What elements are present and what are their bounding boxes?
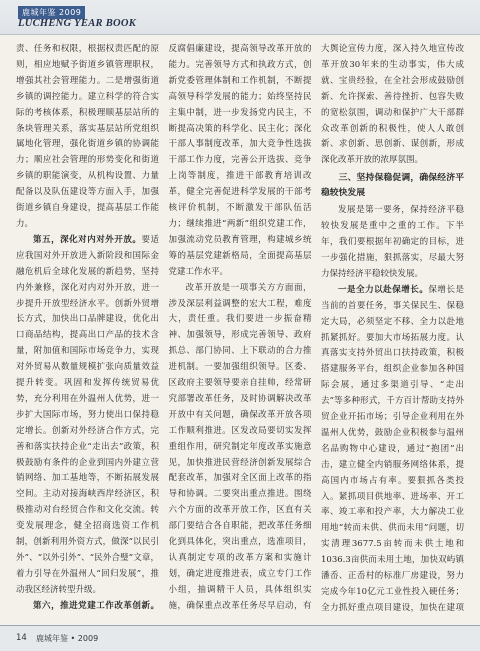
section-lead: 第六，推进党建工作改革创新。: [33, 600, 159, 611]
column-2: [169, 42, 312, 612]
paragraph: [16, 599, 159, 612]
paragraph: 发展是第一要务，保持经济平稳较快发展是重中之重的工作。下半年，我们要根据年初确定的目标，进一步强化措施，狠抓落实，尽最大努力保持经济平稳较快发展。: [321, 205, 464, 279]
page-footer: [0, 626, 480, 651]
article-body: [16, 42, 464, 612]
paragraph: 反腐倡廉建设，提高领导改革开放的能力。完善领导方式和执政方式，创新党委管理体制和工作机制，不断提高领导科学发展的能力；始终坚持民主集中制，进一步发扬党内民主，不断提高决策的科学化、民主化；深化干部人事制度改革，加大竞争性选拔干部工作力度，完善公开选拔、竞争上岗等制度，推进干部教育培训改革，健全完善促进科学发展的干部考核评价机制，不断激发干部队伍活力；继续推进“两新”组织党建工作，加强流动党员教育管理，构建城乡统筹的基层党建新格局，全面提高基层党建工作水平。: [168, 44, 312, 277]
paragraph-text: 要适应我国对外开放进入新阶段和国际金融危机后全球化发展的新趋势，坚持内外兼修，深化对内对外开放，进一步提升开放型经济水平。创新外贸增长方式，加快出口品牌建设，优化出口商品结构，提高出口产品的技术含量，附加值和国际市场竞争力，实现对外贸易从数量规模扩张向质量效益提升转变。巩固和发挥传统贸易优势，充分利用在外温州人优势，进一步扩大国际市场，努力使出口保持稳定增长。创新对外经济合作方式，完善和落实扶持企业“走出去”政策，积极鼓励有条件的企业到国内外建立营销网络、加工基地等，不断拓展发展空间。主动对接海峡西岸经济区，积极推动对台经贸合作和文化交流。转变发展理念，健全招商选资工作机制，创新利用外资方式，做深“以民引外”、“以外引外”、“民外合璧”文章，着力引导在外温州人“回归发展”，推动我区经济转型升级。: [16, 234, 159, 595]
paragraph: 大舆论宣传力度，深入持久地宣传改革开放30年来的生动事实，伟大成就、宝贵经验，在全社会形成鼓励创新、允许探索、善待挫折、包容失败的宽松氛围，调动和保护广大干部群众改革创新的积极性，使人人敢创新、求创新、思创新、谋创新，形成深化改革开放的浓厚氛围。: [321, 44, 464, 166]
paragraph-text: 保增长是当前的首要任务，事关保民生、保稳定大局，必须坚定不移、全力以赴地抓紧抓好。要加大市场拓展力度。认真落实支持外贸出口扶持政策，积极搭建服务平台，组织企业参加各种国际会展，通过多渠道引导、“走出去”等多种形式，千方百计帮助支持外贸企业开拓市场；引导企业利用在外温州人优势，鼓励企业积极参与温州名品购物中心建设，通过“抱团”出击，建立健全内销服务网络体系，提高国内市场占有率。要狠抓各类投入。紧抓项目供地率、进场率、开工率、竣工率和投产率，大力解决工业用地“转而未供、供而未用”问题，切实清理3677.5亩转而未供土地和1036.3亩供而未用土地，加快双屿镇潘岙、正岙村的标准厂房建设，努力完成今年10亿元工业性投入硬任务；全力抓好重点项目建设，加快在建项: [321, 284, 464, 612]
paragraph: 责、任务和权限，根据权责匹配的原则，相应地赋予街道乡镇管理职权，增强其社会管理能力。二是增强街道乡镇的调控能力。建立科学的符合实际的考核体系，积极理顺基层站所的条块管理关系，落实基层站所党组织属地化管理，强化街道乡镇的协调能力；顺应社会管理的形势变化和街道乡镇的职能演变，从机构设置、力量配备以及队伍建设等方面入手，加强街道乡镇自身建设，提高基层工作能力。: [16, 44, 159, 229]
column-3: [321, 42, 464, 612]
yearbook-title-en: LUCHENG YEAR BOOK: [18, 18, 137, 29]
paragraph: [16, 233, 159, 599]
footer-text: 鹿城年鉴 • 2009: [36, 634, 99, 643]
page-header: [0, 0, 480, 35]
page-number: 14: [16, 633, 27, 643]
section-lead: 第五，深化对内对外开放。: [33, 234, 142, 245]
section-heading: 三、坚持保稳促调，确保经济平稳较快发展: [321, 173, 464, 199]
yearbook-badge: 鹿城年鉴 2009: [18, 6, 85, 19]
section-lead: 一是全力以赴保增长。: [338, 284, 429, 295]
paragraph: 改革开放是一项事关方方面面，涉及深层利益调整的宏大工程，难度大，责任重。我们要进一步振奋精神、加强领导，形成完善领导、政府抓总、部门协同、上下联动的合力推进机制。一要加强组织领导。区委、区政府主要领导要亲自挂帅，经常研究部署改革任务，及时协调解决改革开放中有关问题，确保改革开放各项工作顺利推进。区发改局要切实发挥重组作用，研究制定年度改革实施意见，加快推进民营经济创新发展综合配套改革，加强对全区面上改革的指导和协调。二要突出重点推进。围绕六个方面的改革开放工作，区直有关部门要结合各自职能，把改革任务细化到具体化，突出重点，选准项目，认真制定专项的改革方案和实施计划，确定进度推进表，成立专门工作小组，抽调精干人员，具体组织实施，确保重点改革任务尽早启动，有: [168, 282, 312, 611]
column-1: [16, 42, 159, 612]
paragraph: [321, 283, 464, 612]
